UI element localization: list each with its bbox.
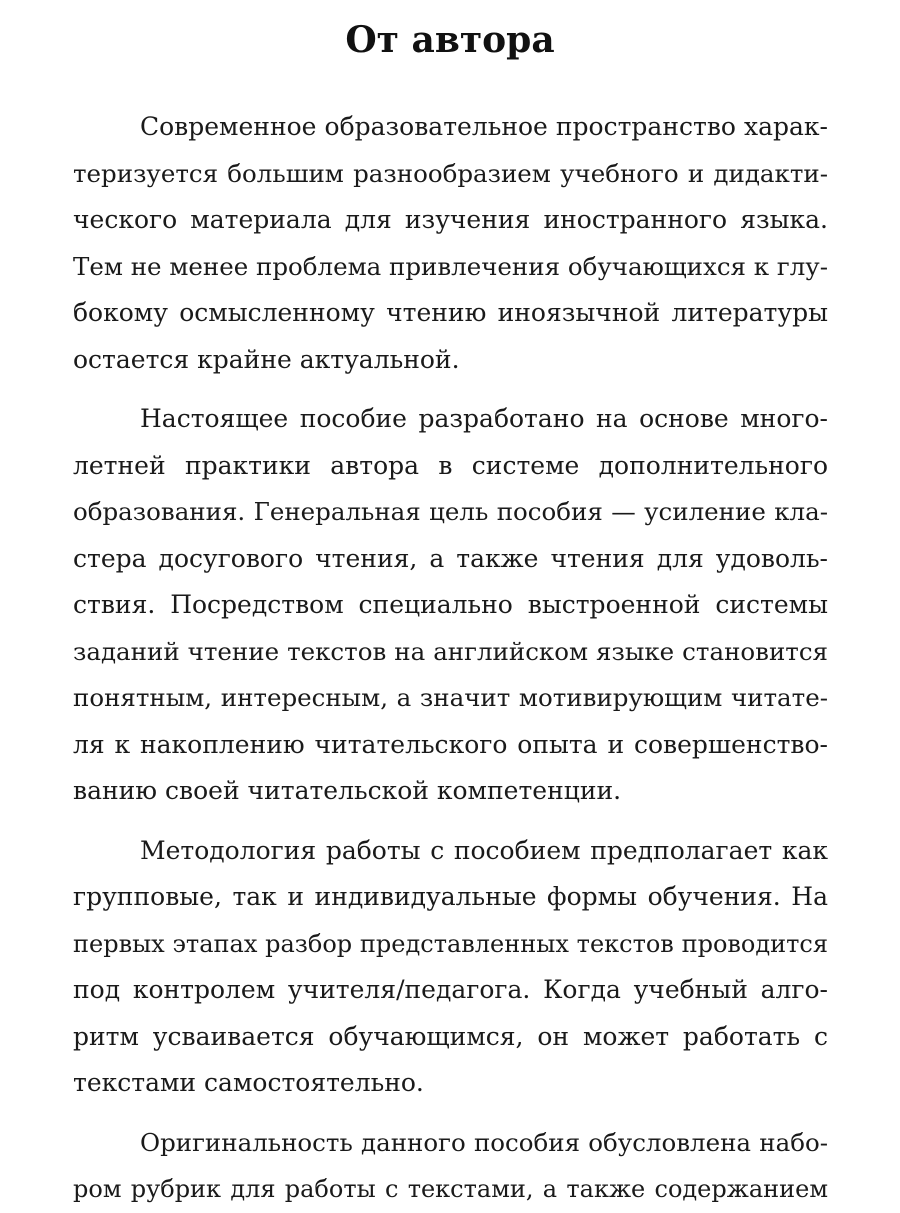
text-line: теризуется большим разнообразием учебного и дидакти- bbox=[73, 158, 828, 188]
text-line: ром рубрик для работы с текстами, а также содержанием bbox=[73, 1175, 828, 1203]
text-line: ческого материала для изучения иностранного языка. bbox=[73, 205, 828, 234]
text-line: Тем не менее проблема привлечения обучающихся к глу- bbox=[73, 251, 828, 281]
text-line: ля к накоплению читательского опыта и совершенство- bbox=[73, 729, 828, 759]
text-line: ствия. Посредством специально выстроенной системы bbox=[73, 590, 828, 619]
text-line: ритм усваивается обучающимся, он может работать с bbox=[73, 1021, 828, 1051]
paragraph bbox=[73, 828, 828, 1107]
text-line: Современное образовательное пространство харак- bbox=[140, 112, 828, 141]
text-line: Оригинальность данного пособия обусловлена набо- bbox=[140, 1127, 828, 1157]
text-line: под контролем учителя/педагога. Когда учебный алго- bbox=[73, 975, 828, 1004]
text-line: Настоящее пособие разработано на основе много- bbox=[140, 404, 828, 433]
text-line: Методология работы с пособием предполагает как bbox=[140, 835, 828, 865]
text-line: летней практики автора в системе дополнительного bbox=[73, 450, 828, 480]
paragraph bbox=[73, 396, 828, 815]
text-line: групповые, так и индивидуальные формы обучения. На bbox=[73, 882, 828, 911]
text-line: текстами самостоятельно. bbox=[73, 1068, 424, 1097]
text-line: бокому осмысленному чтению иноязычной литературы bbox=[73, 298, 828, 327]
text-line: первых этапах разбор представленных текстов проводится bbox=[73, 929, 828, 958]
paragraph bbox=[73, 104, 828, 383]
paragraph bbox=[73, 1120, 828, 1213]
page-title: От автора bbox=[345, 19, 555, 61]
text-line: образования. Генеральная цель пособия — усиление кла- bbox=[73, 497, 828, 526]
text-line: понятным, интересным, а значит мотивирующим читате- bbox=[73, 683, 828, 712]
text-line: остается крайне актуальной. bbox=[73, 344, 460, 374]
text-line: стера досугового чтения, а также чтения для удоволь- bbox=[73, 543, 828, 573]
text-line: заданий чтение текстов на английском языке становится bbox=[73, 636, 828, 666]
body-text bbox=[73, 104, 828, 1213]
text-line: ванию своей читательской компетенции. bbox=[73, 776, 622, 805]
